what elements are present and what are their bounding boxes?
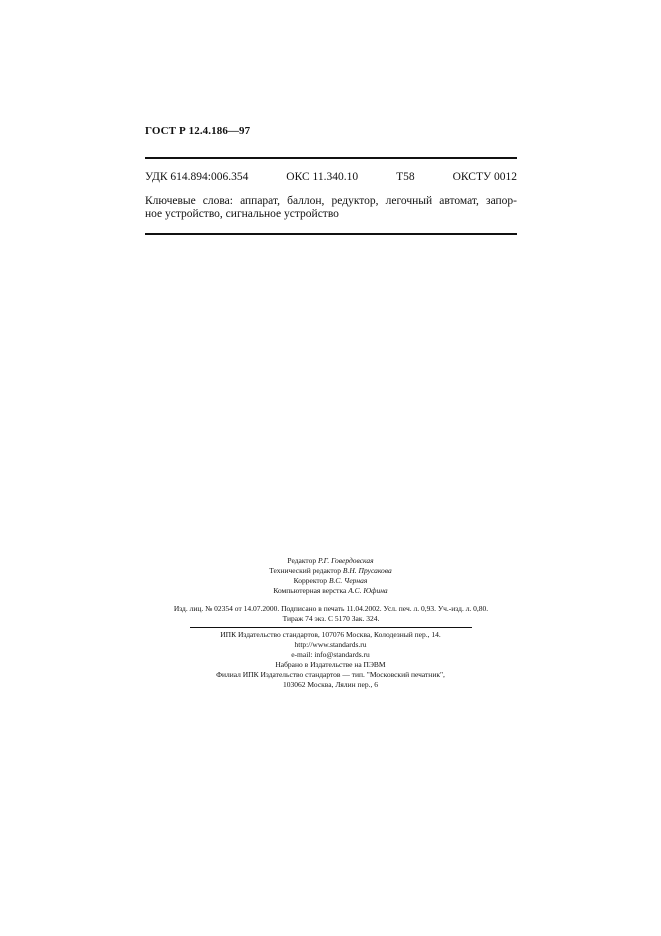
- publisher-branch-address: 103062 Москва, Лялин пер., 6: [283, 680, 378, 689]
- publication-info: [145, 604, 517, 624]
- credit-editor: [0, 556, 661, 566]
- credit-role: Технический редактор: [269, 566, 342, 575]
- credit-tech-editor: [0, 566, 661, 576]
- credit-layout: [0, 586, 661, 596]
- credit-role: Редактор: [287, 556, 317, 565]
- credit-role: Компьютерная верстка: [273, 586, 347, 595]
- imprint-rule: [190, 627, 472, 628]
- keywords-block: [145, 195, 517, 221]
- publisher-web: http://www.standards.ru: [294, 640, 367, 649]
- publisher-block: [0, 630, 661, 690]
- credit-corrector: [0, 576, 661, 586]
- keywords-line-1: Ключевые слова: аппарат, баллон, редуктор, легочный автомат, запор-: [145, 195, 517, 207]
- oks-code: ОКС 11.340.10: [286, 171, 359, 183]
- credit-name: А.С. Юфина: [348, 586, 388, 595]
- group-code: Т58: [396, 171, 415, 183]
- publisher-address: ИПК Издательство стандартов, 107076 Москва, Колодезный пер., 14.: [220, 630, 441, 639]
- keywords-rule: [145, 233, 517, 235]
- publisher-email: e-mail: info@standards.ru: [291, 650, 370, 659]
- keywords-line-2: ное устройство, сигнальное устройство: [145, 208, 339, 220]
- top-rule: [145, 157, 517, 159]
- okstu-code: ОКСТУ 0012: [452, 171, 517, 183]
- credit-name: Р.Г. Говердовская: [317, 556, 374, 565]
- credit-name: В.Н. Прусакова: [342, 566, 392, 575]
- credit-name: В.С. Черная: [328, 576, 368, 585]
- credits-block: [0, 556, 661, 596]
- publisher-branch: Филиал ИПК Издательство стандартов — тип. "Московский печатник",: [216, 670, 445, 679]
- udk-code: УДК 614.894:006.354: [145, 171, 249, 183]
- classification-row: [145, 171, 517, 183]
- pub-info-line-2: Тираж 74 экз. С 5170 Зак. 324.: [282, 614, 380, 623]
- document-code: ГОСТ Р 12.4.186—97: [145, 125, 251, 137]
- publisher-typeset: Набрано в Издательстве на ПЭВМ: [275, 660, 386, 669]
- publisher-contacts: [0, 640, 661, 660]
- pub-info-line-1: Изд. лиц. № 02354 от 14.07.2000. Подписано в печать 11.04.2002. Усл. печ. л. 0,93. Уч.-изд. л. 0,80.: [173, 604, 489, 613]
- credit-role: Корректор: [293, 576, 328, 585]
